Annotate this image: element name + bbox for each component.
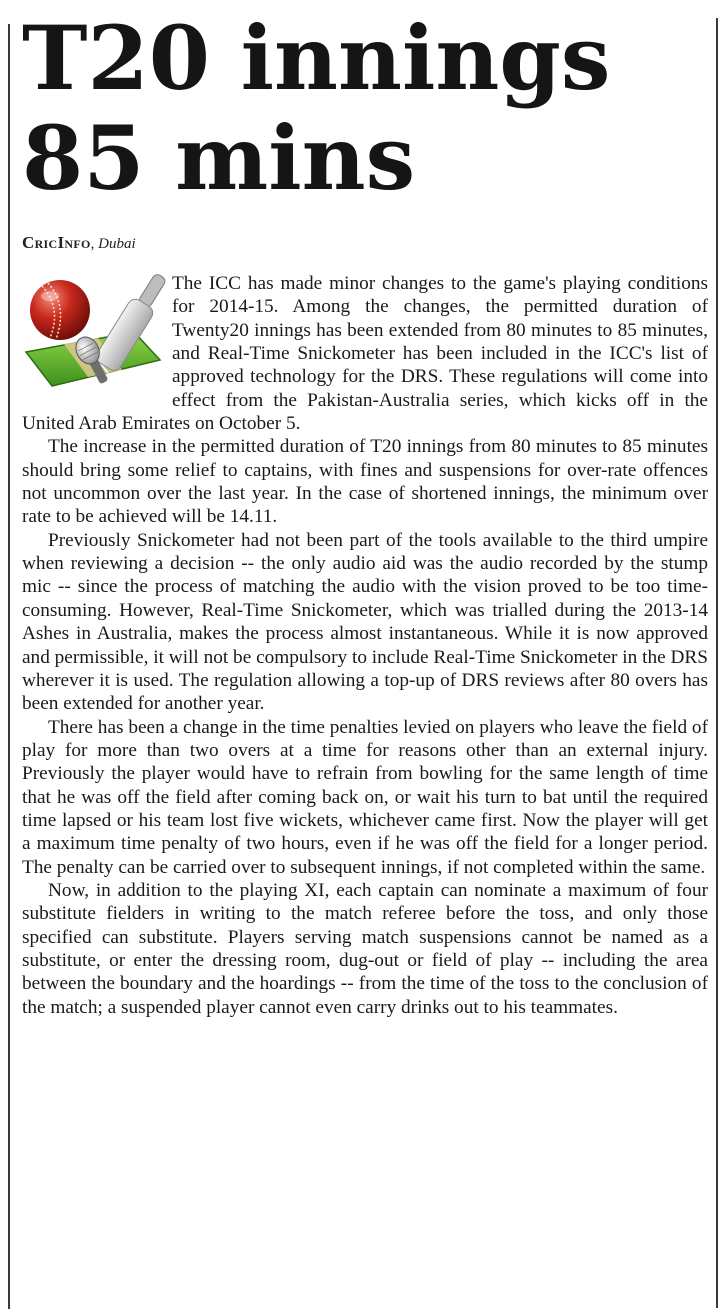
byline: [22, 233, 136, 253]
headline-line-2: 85 mins: [22, 106, 416, 210]
headline: [22, 8, 712, 208]
article-body: [22, 272, 708, 1019]
paragraph-2: The increase in the permitted duration of T20 innings from 80 minutes to 85 minutes should bring some relief to captains, with fines and suspensions for over-rate offences not uncommon over the last year. In the case of shortened innings, the minimum over rate to be achieved will be 14.11.: [22, 436, 708, 528]
cricket-ball-bat-mic-icon: [22, 274, 168, 391]
paragraph-5: Now, in addition to the playing XI, each captain can nominate a maximum of four substitute fielders in writing to the match referee before the toss, and only those specified can substitute. Players serving match suspensions cannot be named as a substitute, or enter the dressing room, dug-out or field of play -- including the area between the boundary and the hoardings -- from the time of the toss to the conclusion of the match; a suspended player cannot even carry drinks out to his teammates.: [22, 879, 708, 1018]
paragraph-1: The ICC has made minor changes to the game's playing conditions for 2014-15. Among the changes, the permitted duration of Twenty20 innings has been extended from 80 minutes to 85 minutes, and Real-Time Snickometer has been included in the ICC's list of approved technology for the DRS. These regulations will come into effect from the Pakistan-Australia series, which kicks off in the United Arab Emirates on October 5.: [22, 273, 708, 435]
byline-source: CricInfo: [22, 233, 91, 252]
byline-separator: ,: [90, 236, 99, 252]
paragraph-4: There has been a change in the time penalties levied on players who leave the field of play for more than two overs at a time for reasons other than an external injury. Previously the player would have to refrain from bowling for the same length of time that he was off the field after coming back on, or wait his turn to bat until the required time lapsed or his team lost five wickets, whichever came first. Now the player will get a maximum time penalty of two hours, even if he was off the field for a longer period. The penalty can be carried over to subsequent innings, if not completed within the same.: [22, 716, 708, 878]
paragraph-3: Previously Snickometer had not been part of the tools available to the third umpire when reviewing a decision -- the only audio aid was the audio recorded by the stump mic -- since the process of matching the audio with the vision proved to be too time-consuming. However, Real-Time Snickometer, which was trialled during the 2013-14 Ashes in Australia, makes the process almost instantaneous. While it is now approved and permissible, it will not be compulsory to include Real-Time Snickometer in the DRS wherever it is used. The regulation allowing a top-up of DRS reviews after 80 overs has been extended for another year.: [22, 529, 708, 715]
byline-place: Dubai: [98, 236, 136, 252]
column-rule-right: [716, 18, 718, 1308]
column-rule-left: [8, 24, 10, 1309]
headline-line-1: T20 innings: [22, 6, 611, 110]
